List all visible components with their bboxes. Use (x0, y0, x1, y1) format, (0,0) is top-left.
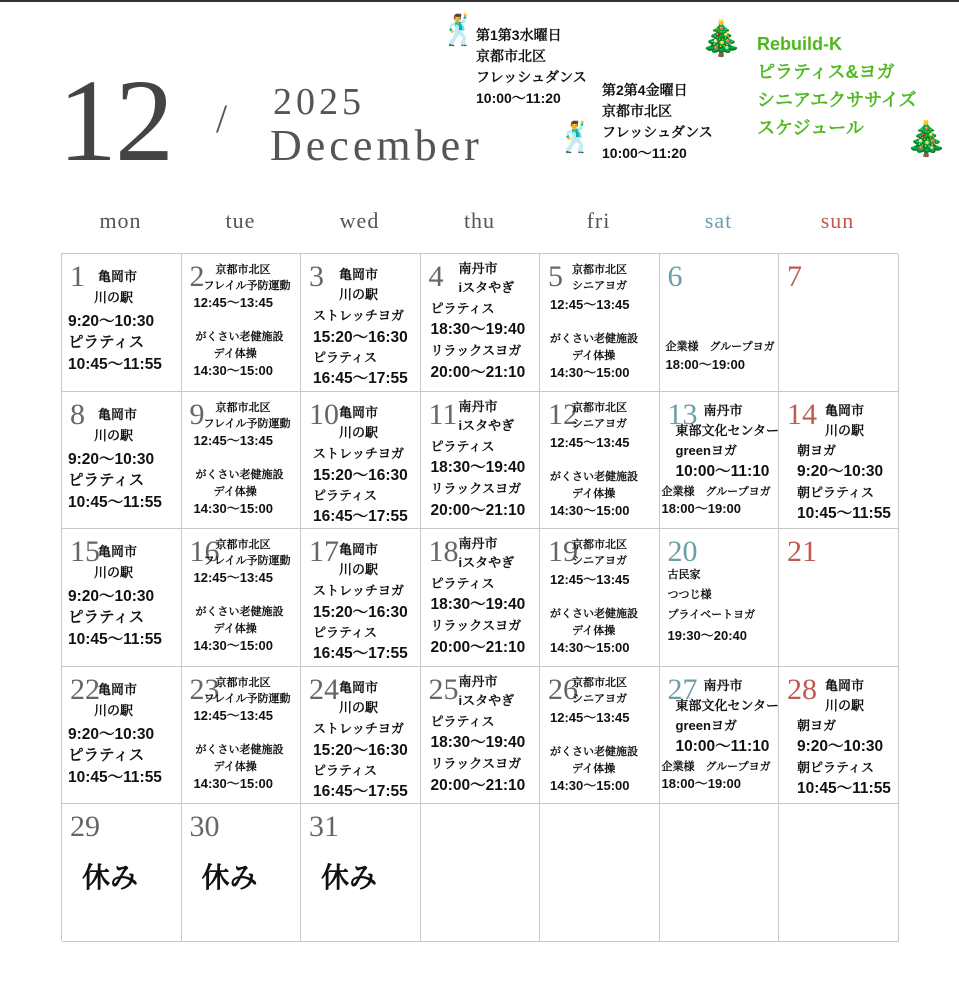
day-cell-13 (660, 392, 780, 530)
note-wednesday-dance (476, 25, 587, 109)
schedule-line: 14:30〜15:00 (193, 638, 273, 653)
schedule-line: 南丹市 (458, 261, 498, 276)
schedule-line: ピラティス (430, 301, 495, 316)
schedule-line: 10:00〜11:10 (675, 462, 770, 480)
schedule-line: デイ体操 (213, 485, 257, 498)
schedule-line: 南丹市 (703, 677, 743, 693)
schedule-line: 川の駅 (339, 562, 379, 577)
schedule-line: 20:00〜21:10 (430, 364, 526, 381)
schedule-line: 20:00〜21:10 (430, 776, 526, 794)
schedule-line: greenヨガ (675, 442, 737, 458)
schedule-line: 亀岡市 (339, 267, 379, 282)
day-number: 4 (428, 260, 444, 293)
schedule-line: シニアヨガ (572, 417, 627, 430)
schedule-line: 14:30〜15:00 (550, 777, 630, 793)
day-number: 3 (309, 260, 324, 293)
brand-name: Rebuild-K (757, 34, 842, 54)
day-number: 20 (667, 535, 698, 568)
empty-cell (779, 804, 899, 942)
month-name: December (270, 121, 483, 170)
day-number: 19 (548, 535, 578, 568)
schedule-line: 南丹市 (703, 402, 743, 418)
man-dancing-icon: 🕺 (557, 121, 595, 154)
schedule-line: 9:20〜10:30 (797, 462, 884, 480)
schedule-line: 亀岡市 (825, 402, 865, 418)
christmas-tree-icon: 🎄 (700, 20, 743, 58)
schedule-line: ストレッチヨガ (313, 308, 404, 323)
schedule-line: 16:45〜17:55 (313, 507, 408, 525)
day-cell-4 (421, 254, 541, 392)
schedule-line: 亀岡市 (825, 677, 865, 693)
day-cell-15 (62, 529, 182, 667)
schedule-line: ピラティス (313, 625, 377, 640)
empty-cell (540, 804, 660, 942)
day-cell-1 (62, 254, 182, 392)
schedule-line: 京都市北区 (215, 401, 271, 414)
schedule-line: 12:45〜13:45 (193, 295, 273, 310)
schedule-line: デイ体操 (572, 762, 616, 775)
schedule-line: がくさい老健施設 (550, 470, 638, 483)
day-cell-28 (779, 667, 899, 805)
schedule-line: がくさい老健施設 (550, 333, 638, 345)
day-off-label: 休み (201, 862, 258, 893)
day-cell-3 (301, 254, 421, 392)
schedule-line: 川の駅 (339, 287, 379, 302)
day-number: 16 (189, 535, 220, 568)
schedule-line: 朝ピラティス (797, 484, 874, 500)
schedule-line: ストレッチヨガ (313, 583, 404, 598)
note-line: 京都市北区 (476, 48, 546, 64)
day-cell-31 (301, 804, 421, 942)
day-number: 22 (70, 672, 100, 706)
day-number: 31 (309, 810, 339, 843)
schedule-line: 亀岡市 (98, 544, 138, 559)
schedule-line: 10:45〜11:55 (68, 493, 162, 511)
schedule-line: 15:20〜16:30 (313, 466, 408, 484)
schedule-line: 16:45〜17:55 (313, 370, 408, 387)
schedule-line: 川の駅 (94, 290, 134, 305)
day-cell-29 (62, 804, 182, 942)
schedule-line: フレイル予防運動 (203, 692, 291, 705)
day-cell-20 (660, 529, 780, 667)
schedule-line: ストレッチヨガ (313, 720, 404, 736)
day-cell-12 (540, 392, 660, 530)
schedule-line: 18:30〜19:40 (430, 733, 526, 751)
schedule-line: 川の駅 (94, 427, 134, 443)
schedule-line: 企業様 グループヨガ (661, 760, 771, 773)
weekday-wed: wed (339, 208, 380, 233)
schedule-line: シニアヨガ (572, 555, 627, 567)
schedule-line: 京都市北区 (572, 401, 627, 414)
schedule-line: デイ体操 (572, 625, 616, 637)
schedule-line: フレイル予防運動 (203, 555, 291, 567)
day-number: 17 (309, 535, 339, 568)
day-number: 27 (667, 672, 698, 706)
empty-cell (660, 804, 780, 942)
christmas-tree-icon: 🎄 (905, 120, 948, 158)
schedule-line: 川の駅 (339, 424, 379, 440)
schedule-line: リラックスヨガ (430, 343, 522, 358)
schedule-line: iスタやぎ (458, 555, 515, 570)
schedule-line: 10:45〜11:55 (797, 779, 891, 797)
schedule-line: 18:00〜19:00 (661, 775, 741, 791)
schedule-line: 14:30〜15:00 (193, 500, 273, 516)
schedule-line: 14:30〜15:00 (193, 775, 273, 791)
schedule-line: がくさい老健施設 (195, 331, 284, 343)
schedule-line: 12:45〜13:45 (550, 709, 630, 725)
brand-line: シニアエクササイズ (757, 90, 917, 110)
schedule-line: 亀岡市 (98, 269, 138, 284)
day-number: 1 (70, 260, 85, 293)
schedule-line: ピラティス (430, 713, 495, 729)
day-cell-21 (779, 529, 899, 667)
schedule-line: 18:00〜19:00 (661, 500, 741, 516)
schedule-line: 9:20〜10:30 (68, 588, 155, 605)
schedule-line: 14:30〜15:00 (550, 640, 630, 655)
top-border-line (0, 0, 959, 2)
schedule-line: 京都市北区 (572, 539, 627, 551)
schedule-line: がくさい老健施設 (195, 468, 284, 481)
schedule-line: がくさい老健施設 (195, 743, 284, 756)
schedule-line: がくさい老健施設 (195, 606, 284, 618)
schedule-line: 川の駅 (825, 697, 865, 713)
day-number: 2 (189, 260, 205, 293)
schedule-line: 10:00〜11:10 (675, 737, 770, 755)
day-off-label: 休み (82, 862, 139, 893)
schedule-line: 亀岡市 (339, 404, 379, 420)
day-number: 18 (428, 535, 459, 568)
schedule-line: リラックスヨガ (430, 755, 522, 771)
day-cell-11 (421, 392, 541, 530)
note-line: 10:00〜11:20 (476, 90, 561, 106)
year-label: 2025 (273, 81, 365, 123)
day-number: 30 (189, 810, 220, 843)
schedule-line: ストレッチヨガ (313, 445, 404, 461)
day-cell-17 (301, 529, 421, 667)
day-number: 29 (70, 810, 100, 843)
day-cell-25 (421, 667, 541, 805)
weekday-sun: sun (820, 208, 855, 233)
schedule-line: 10:45〜11:55 (68, 768, 162, 786)
day-number: 6 (667, 260, 683, 293)
day-number: 7 (787, 260, 802, 293)
schedule-line: 9:20〜10:30 (68, 725, 155, 743)
empty-cell (421, 804, 541, 942)
schedule-line: greenヨガ (675, 717, 737, 733)
day-number: 23 (189, 672, 220, 706)
day-cell-30 (182, 804, 302, 942)
day-cell-14 (779, 392, 899, 530)
schedule-line: シニアヨガ (572, 692, 627, 705)
schedule-line: ピラティス (68, 334, 145, 351)
schedule-line: 20:00〜21:10 (430, 501, 526, 519)
note-line: 10:00〜11:20 (602, 145, 687, 161)
weekday-sat: sat (704, 208, 733, 233)
schedule-line: 12:45〜13:45 (550, 297, 630, 312)
schedule-line: 10:45〜11:55 (797, 504, 891, 522)
day-cell-7 (779, 254, 899, 392)
brand-block (757, 30, 917, 142)
schedule-line: リラックスヨガ (430, 480, 522, 496)
schedule-line: 14:30〜15:00 (550, 365, 630, 380)
schedule-line: 朝ヨガ (797, 717, 837, 733)
schedule-line: 18:30〜19:40 (430, 321, 526, 338)
schedule-line: 亀岡市 (98, 406, 138, 422)
schedule-line: デイ体操 (213, 760, 257, 773)
schedule-line: ピラティス (68, 746, 145, 764)
day-number: 25 (428, 672, 459, 706)
schedule-line: 15:20〜16:30 (313, 741, 408, 759)
schedule-line: 14:30〜15:00 (550, 502, 630, 518)
schedule-line: 12:45〜13:45 (193, 707, 273, 723)
schedule-line: 9:20〜10:30 (68, 313, 155, 330)
day-number: 21 (787, 535, 817, 568)
schedule-line: 19:30〜20:40 (667, 628, 747, 643)
schedule-line: iスタやぎ (458, 417, 515, 433)
schedule-line: 16:45〜17:55 (313, 645, 408, 662)
note-line: フレッシュダンス (476, 69, 587, 85)
day-off-label: 休み (321, 862, 378, 893)
schedule-line: 16:45〜17:55 (313, 782, 408, 800)
day-cell-23 (182, 667, 302, 805)
schedule-line: 9:20〜10:30 (68, 450, 155, 468)
schedule-line: ピラティス (430, 576, 495, 591)
day-cell-18 (421, 529, 541, 667)
day-cell-6 (660, 254, 780, 392)
schedule-line: 京都市北区 (572, 676, 627, 689)
schedule-line: 企業様 グループヨガ (661, 485, 771, 498)
schedule-line: 南丹市 (458, 673, 498, 689)
schedule-line: 古民家 (667, 569, 701, 581)
month-number: 12 (58, 55, 172, 186)
schedule-line: 9:20〜10:30 (797, 737, 884, 755)
day-number: 9 (189, 397, 205, 431)
schedule-line: 京都市北区 (215, 539, 271, 551)
day-number: 10 (309, 397, 339, 431)
day-cell-8 (62, 392, 182, 530)
schedule-line: 18:30〜19:40 (430, 458, 526, 476)
schedule-line: デイ体操 (213, 623, 257, 635)
schedule-line: 企業様 グループヨガ (665, 341, 775, 353)
day-cell-27 (660, 667, 780, 805)
day-number: 26 (548, 672, 578, 706)
day-number: 28 (787, 672, 817, 706)
man-dancing-icon: 🕺 (440, 14, 478, 47)
schedule-line: ピラティス (68, 609, 145, 626)
day-cell-24 (301, 667, 421, 805)
day-cell-19 (540, 529, 660, 667)
schedule-line: リラックスヨガ (430, 618, 522, 633)
schedule-line: 東部文化センター (675, 422, 779, 438)
schedule-line: 川の駅 (825, 422, 865, 438)
day-cell-10 (301, 392, 421, 530)
schedule-line: デイ体操 (572, 350, 616, 362)
schedule-line: シニアヨガ (572, 280, 627, 292)
schedule-line: ピラティス (313, 762, 377, 778)
schedule-line: iスタやぎ (458, 692, 515, 708)
schedule-line: 20:00〜21:10 (430, 639, 526, 656)
schedule-line: デイ体操 (572, 487, 616, 500)
day-number: 5 (548, 260, 563, 293)
day-number: 12 (548, 397, 578, 431)
schedule-line: 12:45〜13:45 (550, 434, 630, 450)
schedule-line: 朝ヨガ (797, 442, 837, 458)
schedule-line: 東部文化センター (675, 697, 779, 713)
schedule-line: 15:20〜16:30 (313, 329, 408, 346)
note-line: 第2第4金曜日 (602, 82, 688, 98)
schedule-line: フレイル予防運動 (203, 417, 291, 430)
schedule-line: ピラティス (430, 438, 495, 454)
weekday-fri: fri (586, 208, 611, 233)
schedule-line: がくさい老健施設 (550, 745, 638, 758)
day-number: 24 (309, 672, 339, 706)
schedule-line: 川の駅 (339, 699, 379, 715)
schedule-line: 14:30〜15:00 (193, 363, 273, 378)
note-line: フレッシュダンス (602, 124, 713, 140)
schedule-line: 京都市北区 (572, 264, 627, 276)
day-number: 14 (787, 397, 817, 431)
day-cell-5 (540, 254, 660, 392)
calendar-grid (61, 253, 898, 941)
note-line: 第1第3水曜日 (476, 27, 562, 43)
schedule-line: 亀岡市 (339, 542, 379, 557)
schedule-line: 南丹市 (458, 536, 498, 551)
day-number: 11 (428, 397, 458, 431)
weekday-tue: tue (225, 208, 256, 233)
schedule-line: 12:45〜13:45 (193, 432, 273, 448)
schedule-line: ピラティス (68, 471, 145, 489)
schedule-line: 南丹市 (458, 398, 498, 414)
brand-line: ピラティス&ヨガ (757, 62, 895, 82)
day-number: 13 (667, 397, 698, 431)
weekday-mon: mon (99, 208, 142, 233)
title-slash: / (216, 96, 228, 141)
schedule-line: がくさい老健施設 (550, 608, 638, 620)
schedule-line: 朝ピラティス (797, 759, 874, 775)
schedule-line: ピラティス (313, 487, 377, 503)
day-number: 8 (70, 397, 85, 431)
schedule-line: 川の駅 (94, 702, 134, 718)
day-cell-2 (182, 254, 302, 392)
schedule-line: 12:45〜13:45 (550, 572, 630, 587)
schedule-line: 京都市北区 (215, 264, 271, 276)
schedule-line: 亀岡市 (339, 679, 379, 695)
schedule-line: つつじ様 (667, 589, 712, 601)
schedule-line: 京都市北区 (215, 676, 271, 689)
schedule-line: フレイル予防運動 (203, 280, 291, 292)
schedule-line: プライベートヨガ (667, 609, 756, 621)
schedule-line: デイ体操 (213, 348, 257, 360)
schedule-line: 10:45〜11:55 (68, 356, 162, 373)
schedule-line: 川の駅 (94, 565, 134, 580)
schedule-line: 10:45〜11:55 (68, 631, 162, 648)
schedule-line: 12:45〜13:45 (193, 570, 273, 585)
schedule-line: 18:30〜19:40 (430, 596, 526, 613)
schedule-line: iスタやぎ (458, 280, 515, 295)
schedule-line: 亀岡市 (98, 681, 138, 697)
schedule-line: 18:00〜19:00 (665, 357, 745, 372)
day-number: 15 (70, 535, 100, 568)
brand-line: スケジュール (757, 118, 864, 138)
day-cell-26 (540, 667, 660, 805)
day-cell-22 (62, 667, 182, 805)
schedule-line: 15:20〜16:30 (313, 604, 408, 621)
note-friday-dance (602, 80, 713, 164)
schedule-line: ピラティス (313, 350, 377, 365)
note-line: 京都市北区 (602, 103, 672, 119)
weekday-thu: thu (463, 208, 496, 233)
day-cell-16 (182, 529, 302, 667)
day-cell-9 (182, 392, 302, 530)
